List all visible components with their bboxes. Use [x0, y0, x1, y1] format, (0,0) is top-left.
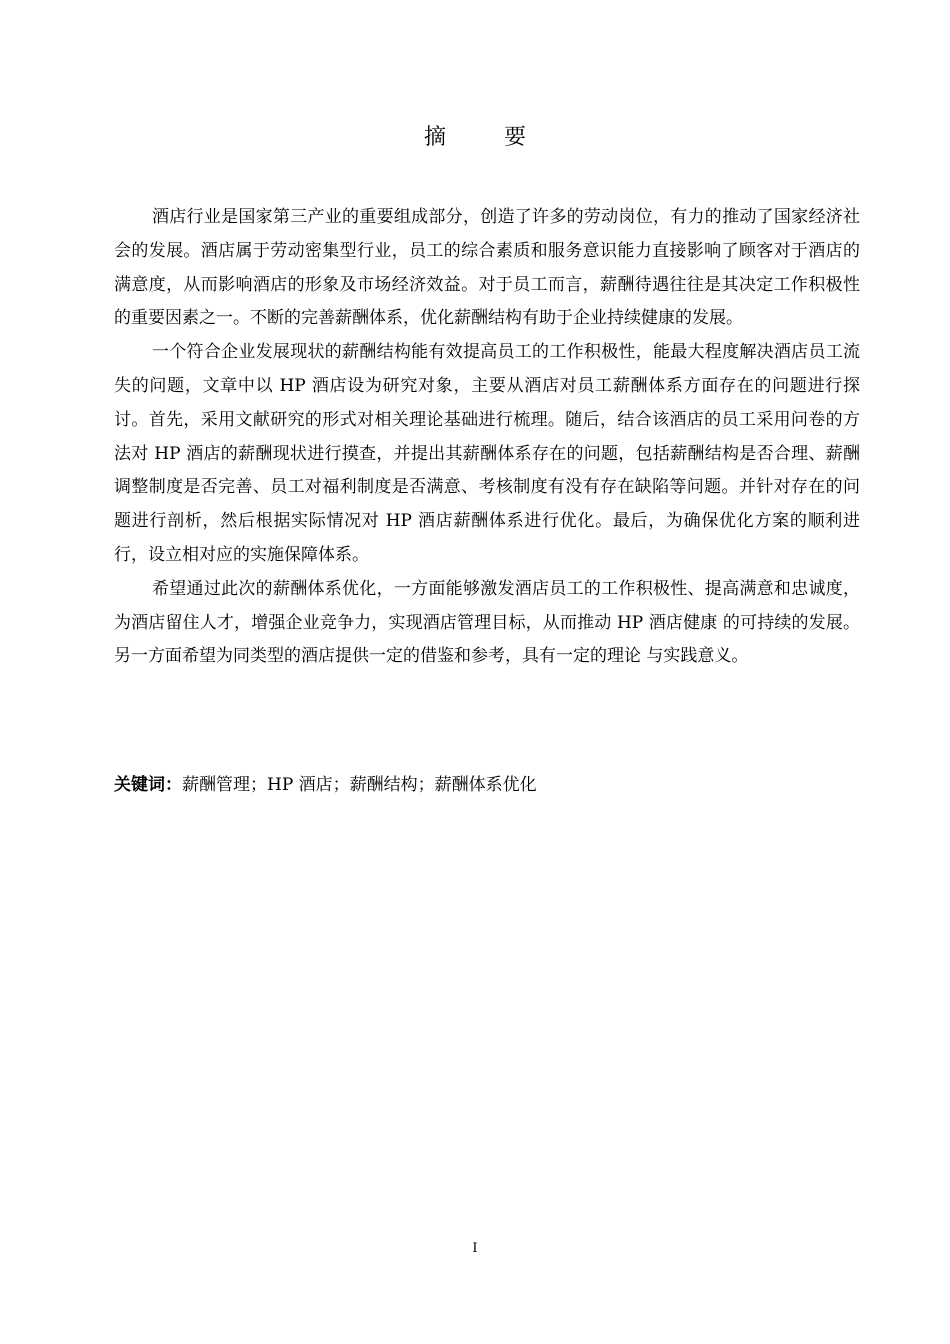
abstract-paragraph-1: 酒店行业是国家第三产业的重要组成部分，创造了许多的劳动岗位，有力的推动了国家经济社会的发展。酒店属于劳动密集型行业，员工的综合素质和服务意识能力直接影响了顾客对于酒店的满意度，从而影响酒店的形象及市场经济效益。对于员工而言，薪酬待遇往往是其决定工作积极性的重要因素之一。不断的完善薪酬体系，优化薪酬结构有助于企业持续健康的发展。 — [114, 207, 860, 329]
keywords-text: 薪酬管理；HP 酒店；薪酬结构；薪酬体系优化 — [182, 775, 537, 795]
abstract-paragraph-2: 一个符合企业发展现状的薪酬结构能有效提高员工的工作积极性，能最大程度解决酒店员工流失的问题，文章中以 HP 酒店设为研究对象，主要从酒店对员工薪酬体系方面存在的问题进行探讨。首先，采用文献研究的形式对相关理论基础进行梳理。随后，结合该酒店的员工采用问卷的方法对 HP 酒店的薪酬现状进行摸查，并提出其薪酬体系存在的问题，包括薪酬结构是否合理、薪酬调整制度是否完善、员工对福利制度是否满意、考核制度有没有存在缺陷等问题。并针对存在的问题进行剖析，然后根据实际情况对 HP 酒店薪酬体系进行优化。最后，为确保优化方案的顺利进行，设立相对应的实施保障体系。 — [114, 342, 860, 565]
keywords-line — [114, 770, 860, 800]
keywords-label: 关键词： — [114, 775, 182, 795]
abstract-paragraph-3: 希望通过此次的薪酬体系优化，一方面能够激发酒店员工的工作积极性、提高满意和忠诚度，为酒店留住人才，增强企业竞争力，实现酒店管理目标，从而推动 HP 酒店健康 的可持续的发展。另一方面希望为同类型的酒店提供一定的借鉴和参考，具有一定的理论 与实践意义。 — [114, 578, 860, 667]
page-title: 摘 要 — [423, 125, 544, 150]
abstract-body — [114, 201, 860, 674]
page-number: I — [472, 1241, 478, 1256]
